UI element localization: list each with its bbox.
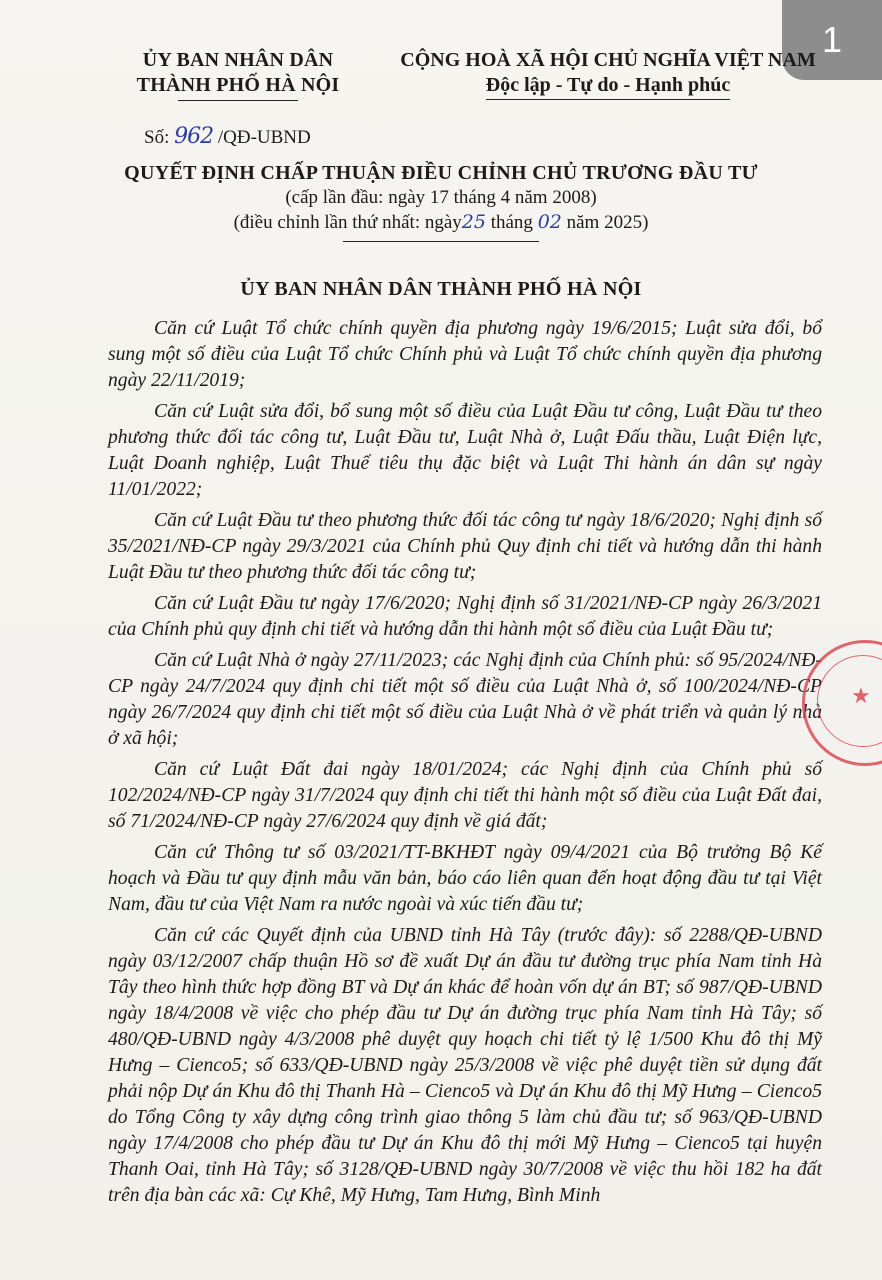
issuing-organization bbox=[118, 48, 358, 101]
org-underline bbox=[178, 100, 298, 101]
document-header bbox=[0, 48, 882, 108]
org-line-2: THÀNH PHỐ HÀ NỘI bbox=[136, 74, 340, 96]
national-heading bbox=[378, 48, 838, 100]
title-divider bbox=[343, 241, 539, 242]
adjustment-line bbox=[0, 210, 882, 235]
issuer-heading: ỦY BAN NHÂN DÂN THÀNH PHỐ HÀ NỘI bbox=[240, 278, 642, 300]
handwritten-day: 25 bbox=[461, 211, 486, 233]
handwritten-month: 02 bbox=[537, 211, 562, 233]
legal-basis-paragraph: Căn cứ Luật Nhà ở ngày 27/11/2023; các Nghị định của Chính phủ: số 95/2024/NĐ-CP ngày 24/7/2024 quy định chi tiết một số điều của Luật Nhà ở, số 100/2024/NĐ-CP ngày 26/7/2024 quy định chi tiết một số điều của Luật Nhà ở về phát triển và quản lý nhà ở xã hội; bbox=[108, 650, 822, 749]
legal-basis-paragraph: Căn cứ Thông tư số 03/2021/TT-BKHĐT ngày 09/4/2021 của Bộ trưởng Bộ Kế hoạch và Đầu tư quy định mẫu văn bản, báo cáo liên quan đến hoạt động đầu tư tại Việt Nam, đầu tư của Việt Nam ra nước ngoài và xúc tiến đầu tư; bbox=[108, 842, 822, 915]
legal-basis-paragraph: Căn cứ các Quyết định của UBND tỉnh Hà Tây (trước đây): số 2288/QĐ-UBND ngày 03/12/2007 chấp thuận Hồ sơ đề xuất Dự án đầu tư đường trục phía Nam tỉnh Hà Tây theo hình thức hợp đồng BT và Dự án khác để hoàn vốn dự án BT; số 987/QĐ-UBND ngày 18/4/2008 về việc cho phép đầu tư Dự án đường trục phía Nam tỉnh Hà Tây; số 480/QĐ-UBND ngày 4/3/2008 phê duyệt quy hoạch chi tiết tỷ lệ 1/500 Khu đô thị Mỹ Hưng – Cienco5; số 633/QĐ-UBND ngày 25/3/2008 về việc phê duyệt tiền sử dụng đất phải nộp Dự án Khu đô thị Thanh Hà – Cienco5 và Dự án Khu đô thị Mỹ Hưng – Cienco5 do Tổng Công ty xây dựng công trình giao thông 5 làm chủ đầu tư; số 963/QĐ-UBND ngày 17/4/2008 cho phép đầu tư Dự án Khu đô thị mới Mỹ Hưng – Cienco5 tại huyện Thanh Oai, tỉnh Hà Tây; số 3128/QĐ-UBND ngày 30/7/2008 về việc thu hồi 182 ha đất trên địa bàn các xã: Cự Khê, Mỹ Hưng, Tam Hưng, Bình Minh bbox=[108, 925, 822, 1206]
legal-bases bbox=[108, 316, 822, 1214]
nation-motto: Độc lập - Tự do - Hạnh phúc bbox=[486, 73, 730, 100]
seal-inner-ring bbox=[817, 655, 882, 747]
legal-basis-paragraph: Căn cứ Luật Đất đai ngày 18/01/2024; các Nghị định của Chính phủ số 102/2024/NĐ-CP ngày 31/7/2024 quy định chi tiết thi hành một số điều của Luật Đất đai, số 71/2024/NĐ-CP ngày 27/6/2024 quy định về giá đất; bbox=[108, 759, 822, 832]
legal-basis-paragraph: Căn cứ Luật Tổ chức chính quyền địa phương ngày 19/6/2015; Luật sửa đổi, bổ sung một số điều của Luật Tổ chức Chính phủ và Luật Tổ chức chính quyền địa phương ngày 22/11/2019; bbox=[108, 318, 822, 391]
adjustment-year: năm 2025) bbox=[561, 212, 649, 233]
number-prefix: Số: bbox=[144, 127, 170, 148]
legal-basis-paragraph: Căn cứ Luật Đầu tư theo phương thức đối tác công tư ngày 18/6/2020; Nghị định số 35/2021/NĐ-CP ngày 29/3/2021 của Chính phủ Quy định chi tiết và hướng dẫn thi hành Luật Đầu tư theo phương thức đối tác công tư; bbox=[108, 510, 822, 583]
seal-star-icon: ★ bbox=[851, 683, 871, 708]
adjustment-prefix: (điều chỉnh lần thứ nhất: ngày bbox=[233, 212, 462, 233]
nation-name: CỘNG HOÀ XÃ HỘI CHỦ NGHĨA VIỆT NAM bbox=[400, 49, 816, 71]
document-title: QUYẾT ĐỊNH CHẤP THUẬN ĐIỀU CHỈNH CHỦ TRƯƠNG ĐẦU TƯ bbox=[124, 162, 758, 184]
title-block bbox=[0, 160, 882, 242]
page-number: 1 bbox=[821, 19, 843, 60]
number-suffix: /QĐ-UBND bbox=[217, 127, 311, 148]
legal-basis-paragraph: Căn cứ Luật sửa đổi, bổ sung một số điều của Luật Đầu tư công, Luật Đầu tư theo phương thức đối tác công tư, Luật Đầu tư, Luật Nhà ở, Luật Đấu thầu, Luật Điện lực, Luật Doanh nghiệp, Luật Thuế tiêu thụ đặc biệt và Luật Thi hành án dân sự ngày 11/01/2022; bbox=[108, 401, 822, 500]
adjustment-month-label: tháng bbox=[485, 212, 538, 233]
org-line-1: ỦY BAN NHÂN DÂN bbox=[142, 49, 334, 71]
first-issue-line: (cấp lần đầu: ngày 17 tháng 4 năm 2008) bbox=[285, 187, 597, 208]
document-number bbox=[144, 124, 311, 149]
legal-basis-paragraph: Căn cứ Luật Đầu tư ngày 17/6/2020; Nghị định số 31/2021/NĐ-CP ngày 26/3/2021 của Chính phủ quy định chi tiết và hướng dẫn thi hành một số điều của Luật Đầu tư; bbox=[108, 593, 822, 640]
handwritten-number: 962 bbox=[174, 124, 214, 149]
